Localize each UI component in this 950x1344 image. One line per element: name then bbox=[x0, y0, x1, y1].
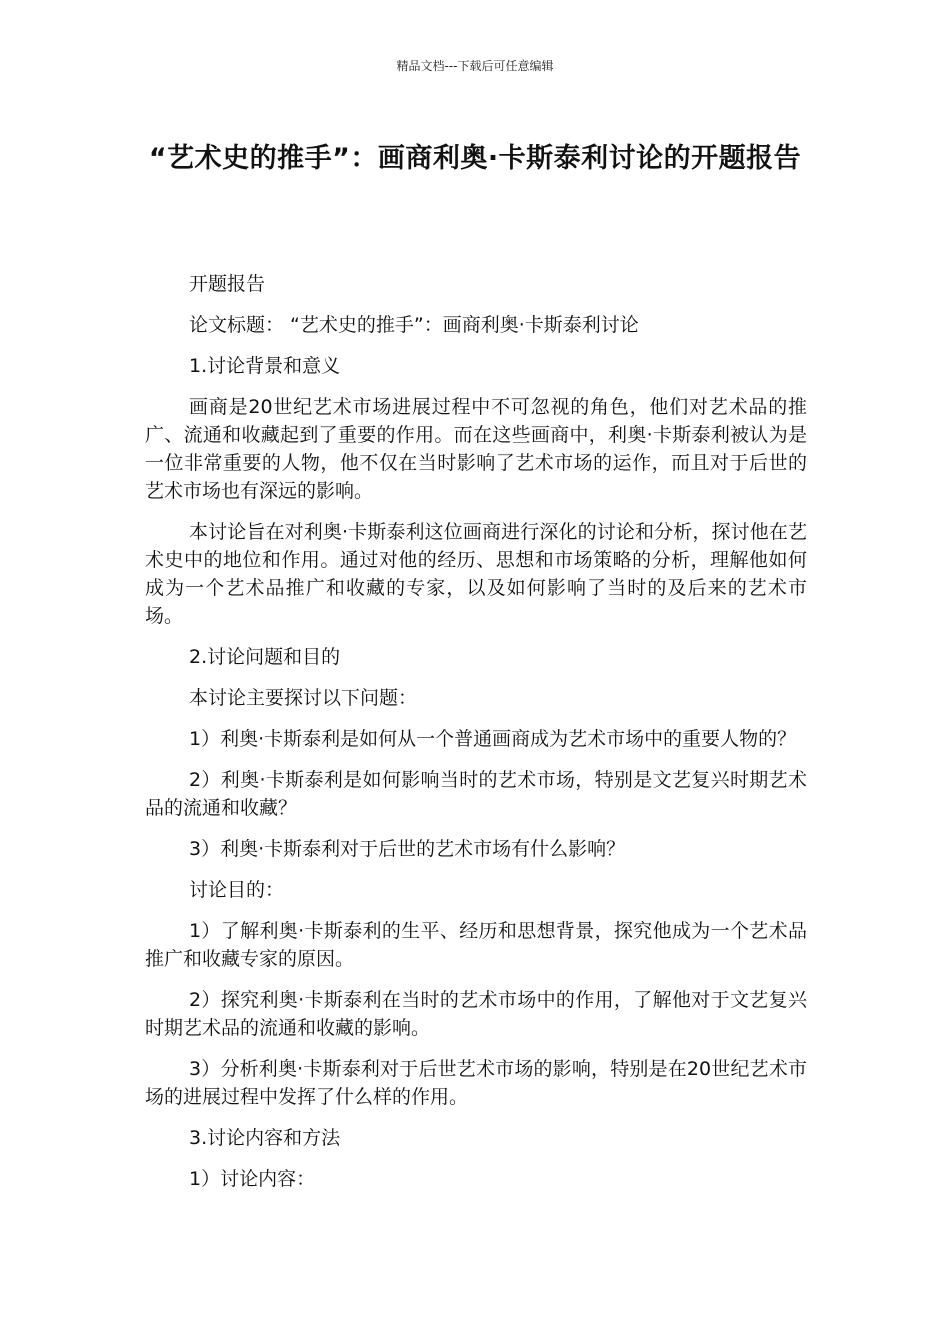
paragraph-goal-2: 2）探究利奥·卡斯泰利在当时的艺术市场中的作用，了解他对于文艺复兴时期艺术品的流通和收藏的影响。 bbox=[145, 989, 807, 1039]
paragraph-questions-intro: 本讨论主要探讨以下问题： bbox=[189, 687, 418, 709]
paragraph-background-2: 本讨论旨在对利奥·卡斯泰利这位画商进行深化的讨论和分析，探讨他在艺术史中的地位和作用。通过对他的经历、思想和市场策略的分析，理解他如何成为一个艺术品推广和收藏的专家，以及如何影响了当时的及后来的艺术市场。 bbox=[145, 521, 807, 627]
paragraph-section-heading: 开题报告 bbox=[189, 273, 266, 295]
paragraph-goal-1: 1）了解利奥·卡斯泰利的生平、经历和思想背景，探究他成为一个艺术品推广和收藏专家的原因。 bbox=[145, 920, 807, 970]
paragraph-goal-3: 3）分析利奥·卡斯泰利对于后世艺术市场的影响，特别是在20世纪艺术市场的进展过程中发挥了什么样的作用。 bbox=[145, 1058, 807, 1108]
paragraph-heading-methods: 3.讨论内容和方法 bbox=[189, 1127, 341, 1149]
paragraph-background-1: 画商是20世纪艺术市场进展过程中不可忽视的角色，他们对艺术品的推广、流通和收藏起到了重要的作用。而在这些画商中，利奥·卡斯泰利被认为是一位非常重要的人物，他不仅在当时影响了艺术市场的运作，而且对于后世的艺术市场也有深远的影响。 bbox=[145, 396, 807, 502]
document-body bbox=[145, 270, 807, 1206]
paragraph-methods-content: 1）讨论内容： bbox=[189, 1168, 316, 1190]
header-note: 精品文档---下载后可任意编辑 bbox=[396, 59, 554, 73]
paragraph-goals-intro: 讨论目的： bbox=[189, 879, 285, 901]
paragraph-question-2: 2）利奥·卡斯泰利是如何影响当时的艺术市场，特别是文艺复兴时期艺术品的流通和收藏？ bbox=[145, 769, 807, 819]
paragraph-heading-questions: 2.讨论问题和目的 bbox=[189, 646, 341, 668]
paragraph-question-1: 1）利奥·卡斯泰利是如何从一个普通画商成为艺术市场中的重要人物的？ bbox=[189, 728, 797, 750]
paragraph-thesis-title: 论文标题： “艺术史的推手”：画商利奥·卡斯泰利讨论 bbox=[189, 314, 639, 336]
paragraph-question-3: 3）利奥·卡斯泰利对于后世的艺术市场有什么影响？ bbox=[189, 838, 626, 860]
document-title: “艺术史的推手”：画商利奥·卡斯泰利讨论的开题报告 bbox=[148, 143, 802, 174]
paragraph-heading-background: 1.讨论背景和意义 bbox=[189, 355, 341, 377]
